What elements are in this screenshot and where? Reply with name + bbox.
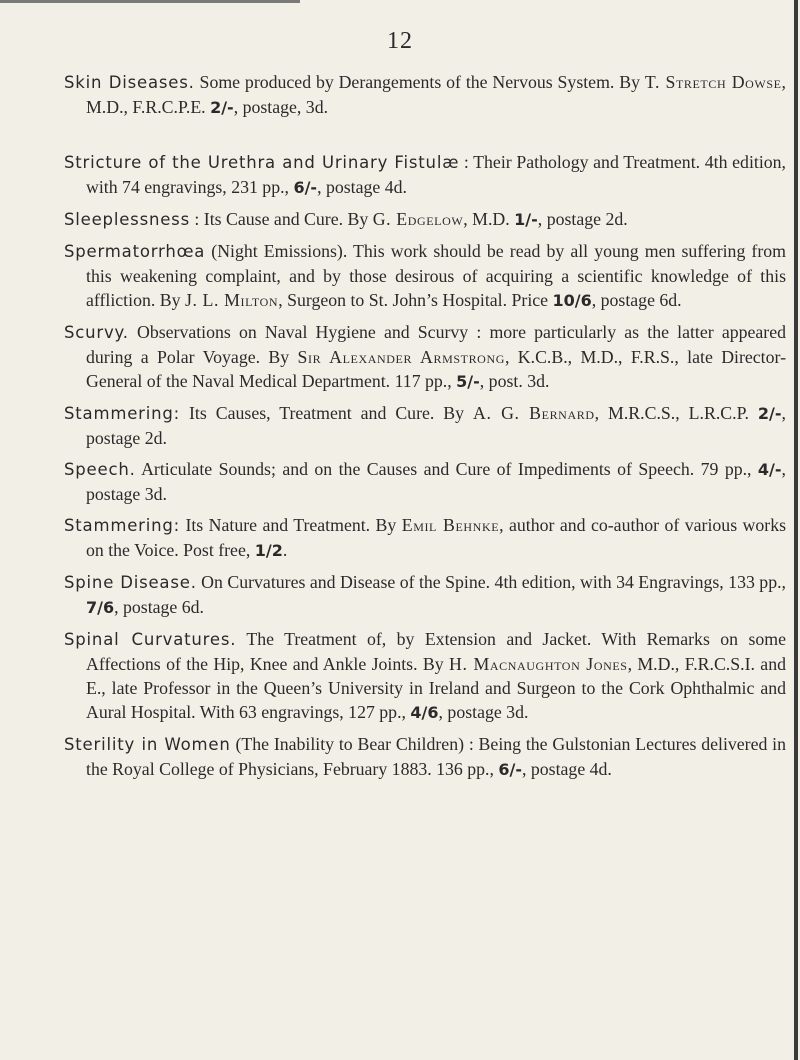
entry-details: , M.D., F.R.C.P.E. [86,72,786,117]
entry-postage: , postage 4d. [522,759,612,779]
entry-title: : Their Pathology and Treatment. 4th edition, with 74 engravings, 231 pp., [86,152,786,197]
entry-heading: Sterility in Women [64,735,231,754]
entry-title: (Night Emissions). This work should be read by all young men suffering from this weakening complaint, and by those desirous of acquiring a scientific knowledge of this affliction. By [86,241,786,310]
entry-heading: Speech. [64,460,136,479]
entry-title: Some produced by Derangements of the Nervous System. By [194,72,645,92]
entry-heading: Spermatorrhœa [64,242,206,261]
entry-author: A. G. Bernard [473,403,595,423]
entry-postage: , postage 3d. [438,702,529,722]
entry-price: 1/2 [254,541,283,560]
entry-title: : Its Cause and Cure. By [189,209,373,229]
catalogue-entry [64,457,786,506]
entry-author: G. Edgelow [372,209,464,229]
entry-details: , M.D. [463,209,515,229]
entry-author: Emil Behnke [401,515,500,535]
top-edge-rule [0,0,300,3]
entry-details: , M.R.C.S., L.R.C.P. [594,403,758,423]
entry-postage: , postage 3d. [86,459,786,504]
entry-postage: . [282,540,288,560]
catalogue-entry [64,207,786,232]
catalogue-entry [64,320,786,394]
entry-author: T. Stretch Dowse [644,72,782,92]
entry-price: 2/- [757,404,782,423]
catalogue-entry [64,570,786,620]
entry-title: (The Inability to Bear Children) : Being the Gulstonian Lectures delivered in the Royal College of Physicians, February 1883. 136 pp., [86,734,787,779]
entry-price: 4/6 [410,703,439,722]
binding-edge [794,0,798,1060]
entry-heading: Scurvy. [64,323,129,342]
entry-details: , Surgeon to St. John’s Hospital. Price [278,290,553,310]
entry-title: Observations on Naval Hygiene and Scurvy : more particularly as the latter appeared during a Polar Voyage. By [86,322,786,367]
entry-heading: Skin Diseases. [64,73,195,92]
entry-price: 4/- [757,460,782,479]
entry-heading: Stricture of the Urethra and Urinary Fistulæ [64,153,460,172]
entry-author: H. Macnaughton Jones [449,654,628,674]
entry-details: , K.C.B., M.D., F.R.S., late Director-General of the Naval Medical Department. 117 pp., [86,347,787,391]
entry-postage: , postage 4d. [317,177,407,197]
entry-details: , author and co-author of various works on the Voice. Post free, [86,515,786,560]
entry-heading: Spine Disease. [64,573,197,592]
entry-heading: Spinal Curvatures. [64,630,237,649]
catalogue-entry [64,70,786,120]
entry-postage: , postage 6d. [591,290,682,310]
entry-heading: Stammering: [64,516,181,535]
entry-price: 6/- [498,760,522,779]
entry-price: 7/6 [86,598,115,617]
catalogue-entry [64,150,786,200]
entry-postage: , postage 2d. [86,403,786,448]
catalogue-entry [64,401,786,450]
catalogue-entry [64,513,786,563]
catalogue-entry [64,239,786,313]
entry-title: On Curvatures and Disease of the Spine. 4th edition, with 34 Engravings, 133 pp., [196,572,786,592]
entry-price: 5/- [456,372,480,391]
entry-postage: , post. 3d. [479,371,550,391]
catalogue-entry [64,732,786,782]
entry-price: 2/- [210,98,234,117]
entry-heading: Stammering: [64,404,181,423]
entry-price: 6/- [293,178,318,197]
page-number: 12 [387,28,413,54]
entry-price: 10/6 [552,291,592,310]
entry-details: , M.D., F.R.C.S.I. and E., late Professor in the Queen’s University in Ireland and Surgeon to the Cork Ophthalmic and Aural Hospital. With 63 engravings, 127 pp., [86,654,786,722]
catalogue-entry [64,627,786,725]
entry-postage: , postage 2d. [537,209,628,229]
entry-title: Its Causes, Treatment and Cure. By [180,403,474,423]
entry-title: Articulate Sounds; and on the Causes and Cure of Impediments of Speech. 79 pp., [135,459,758,479]
entry-postage: , postage, 3d. [233,97,329,117]
entry-heading: Sleeplessness [64,210,190,229]
entry-title: Its Nature and Treatment. By [180,515,402,535]
entry-postage: , postage 6d. [114,597,204,617]
entry-author: J. L. Milton [184,290,279,310]
catalogue-list [64,70,786,789]
entry-price: 1/- [514,210,538,229]
entry-author: Sir Alexander Armstrong [297,347,505,367]
entry-title: The Treatment of, by Extension and Jacket. With Remarks on some Affections of the Hip, Knee and Ankle Joints. By [86,629,787,674]
